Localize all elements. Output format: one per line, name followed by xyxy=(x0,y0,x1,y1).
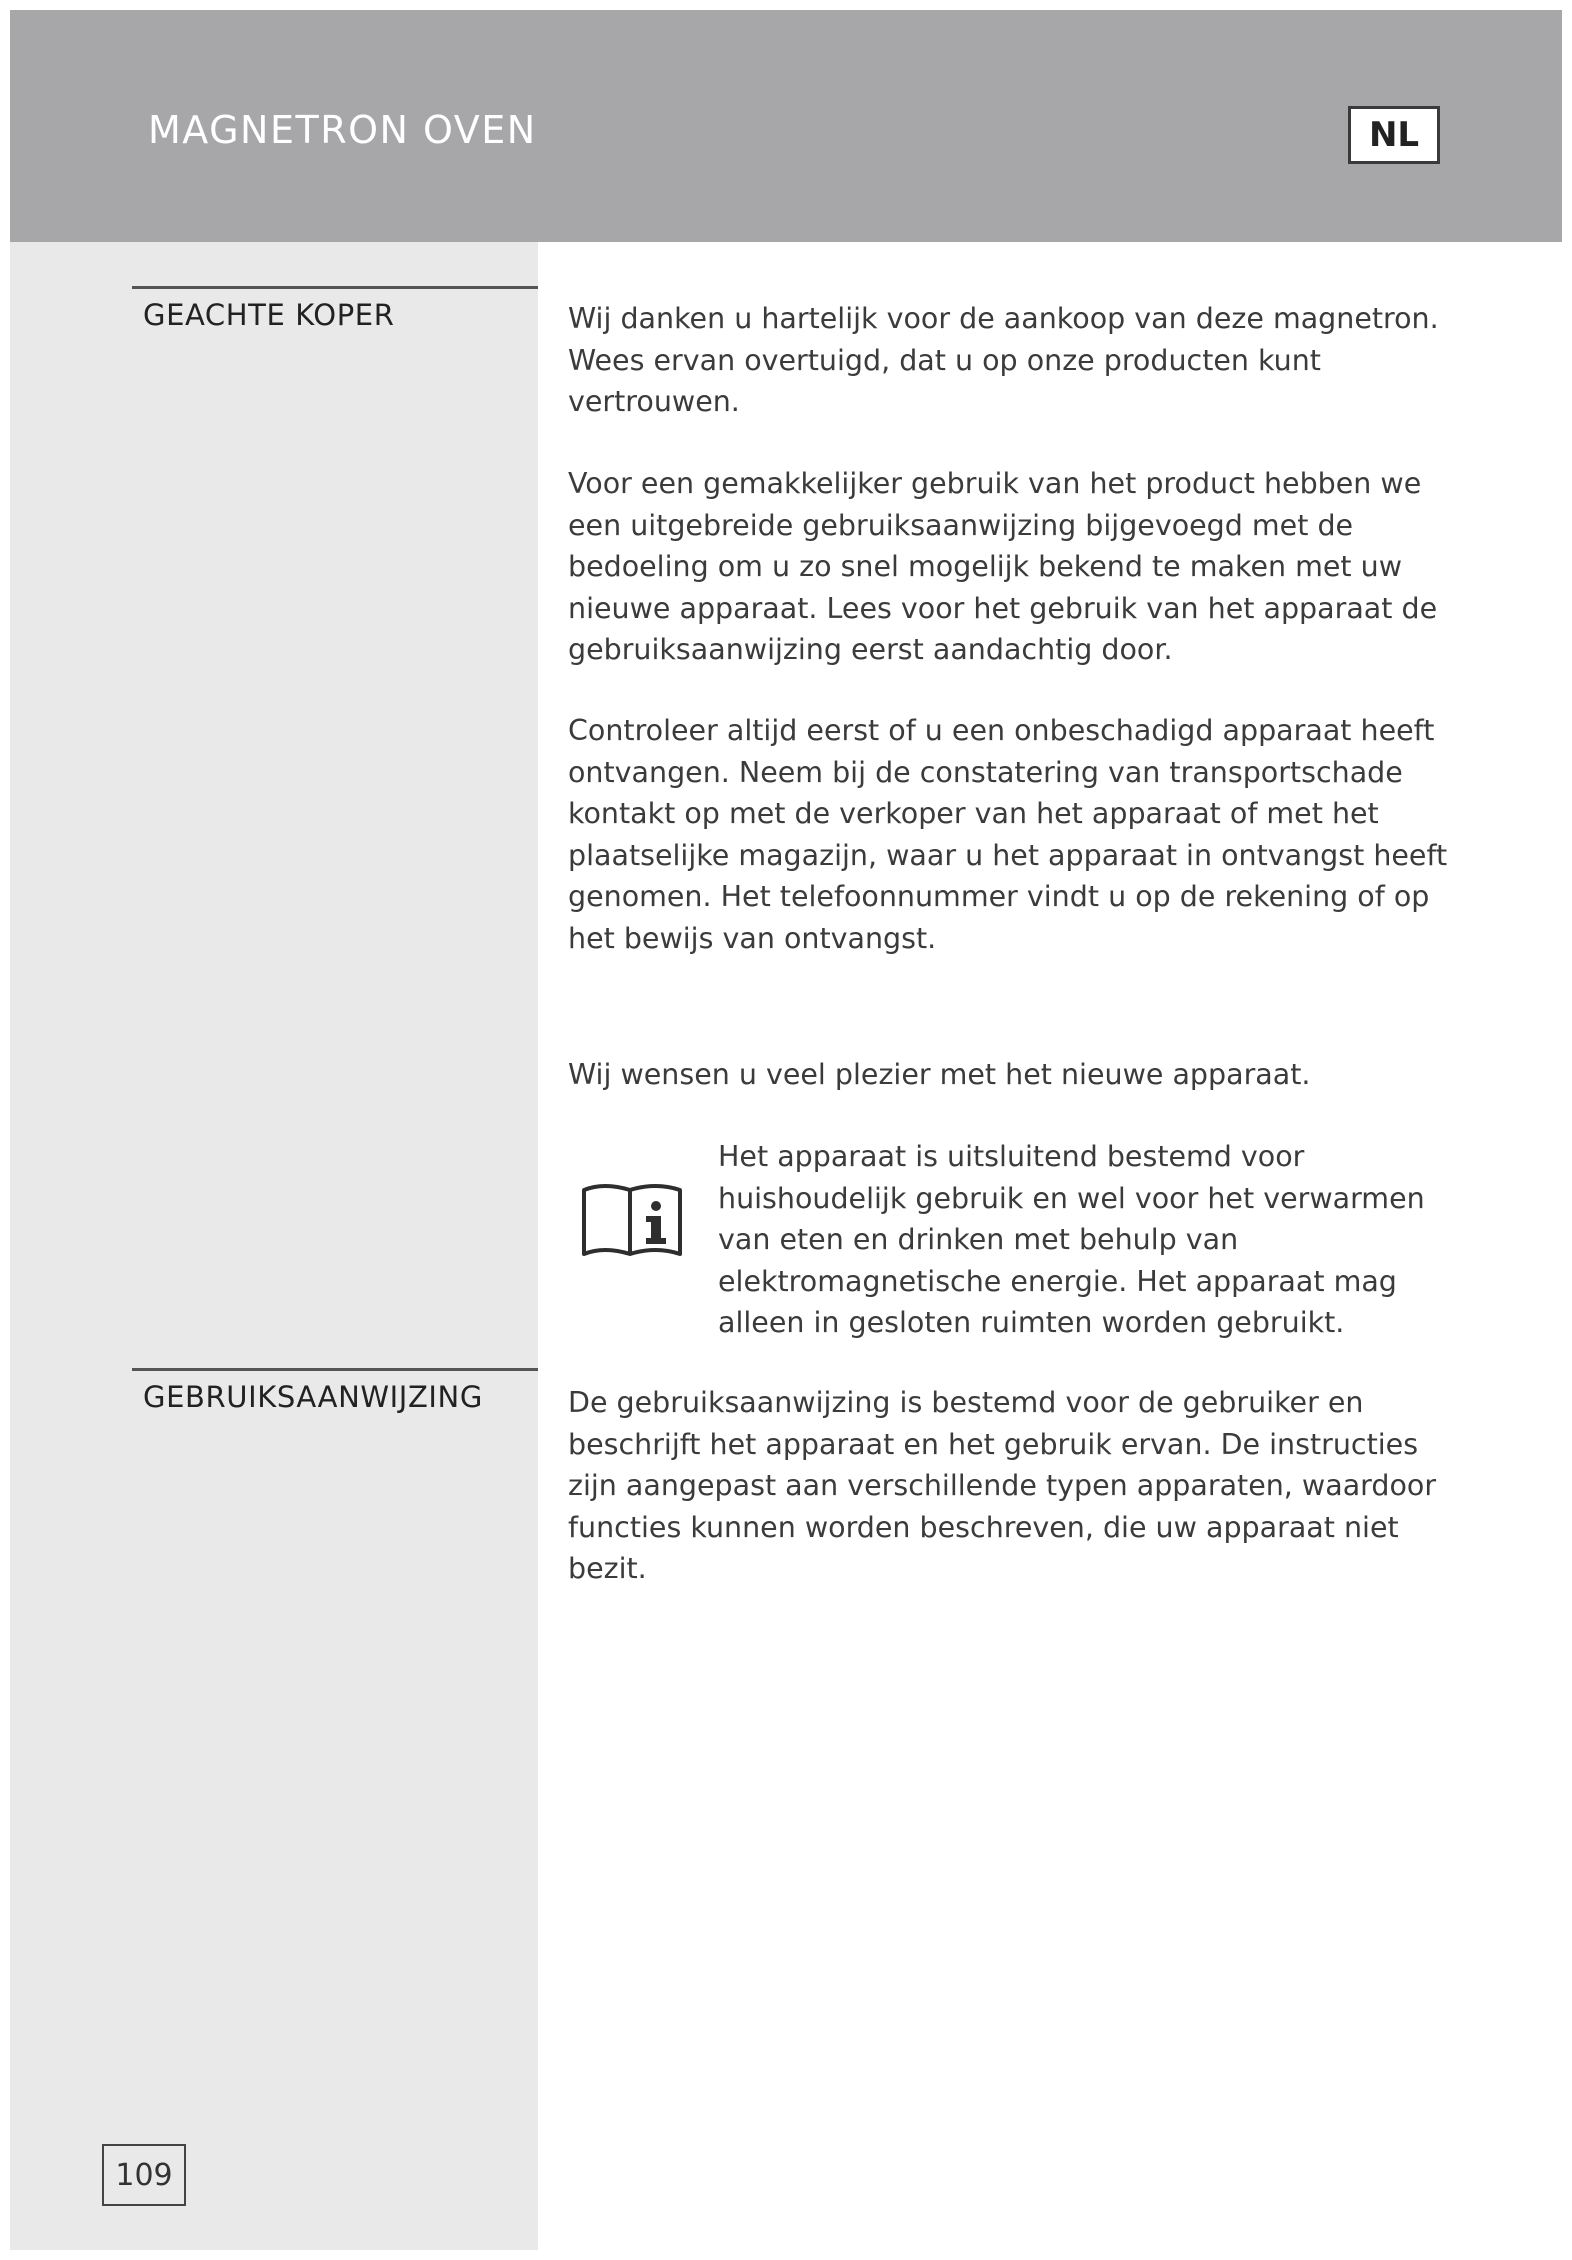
manual-page xyxy=(10,10,1562,2250)
section-divider xyxy=(132,1368,538,1371)
info-note-text: Het apparaat is uitsluitend bestemd voor huishoudelijk gebruik en wel voor het verwarmen van eten en drinken met behulp van elektromagnetische energie. Het apparaat mag alleen in gesloten ruimten worden gebruikt. xyxy=(718,1140,1425,1339)
page-title: MAGNETRON OVEN xyxy=(148,108,537,152)
header-band xyxy=(10,10,1562,242)
section-divider xyxy=(132,286,538,289)
left-margin-column xyxy=(10,242,538,2250)
page-number: 109 xyxy=(102,2144,186,2206)
paragraph-manual-intro: Voor een gemakkelijker gebruik van het product hebben we een uitgebreide gebruiksaanwijzing bijgevoegd met de bedoeling om u zo snel mogelijk bekend te maken met uw nieuwe apparaat. Lees voor het gebruik van het apparaat de gebruiksaanwijzing eerst aandachtig door. xyxy=(568,467,1438,666)
section-heading-geachte-koper: GEACHTE KOPER xyxy=(143,298,395,332)
section-heading-gebruiksaanwijzing: GEBRUIKSAANWIJZING xyxy=(143,1380,483,1414)
paragraph-enjoy: Wij wensen u veel plezier met het nieuwe apparaat. xyxy=(568,1058,1311,1091)
manual-info-icon xyxy=(580,1178,684,1260)
paragraph-manual-purpose: De gebruiksaanwijzing is bestemd voor de gebruiker en beschrijft het apparaat en het gebruik ervan. De instructies zijn aangepast aan verschillende typen apparaten, waardoor functies kunnen worden beschreven, die uw apparaat niet bezit. xyxy=(568,1386,1437,1585)
paragraph-thanks: Wij danken u hartelijk voor de aankoop van deze magnetron. Wees ervan overtuigd, dat u op onze producten kunt vertrouwen. xyxy=(568,302,1439,418)
language-badge: NL xyxy=(1348,106,1440,164)
paragraph-check-delivery: Controleer altijd eerst of u een onbeschadigd apparaat heeft ontvangen. Neem bij de constatering van transportschade kontakt op met de verkoper van het apparaat of met het plaatselijke magazijn, waar u het apparaat in ontvangst heeft genomen. Het telefoonnummer vindt u op de rekening of op het bewijs van ontvangst. xyxy=(568,714,1448,955)
